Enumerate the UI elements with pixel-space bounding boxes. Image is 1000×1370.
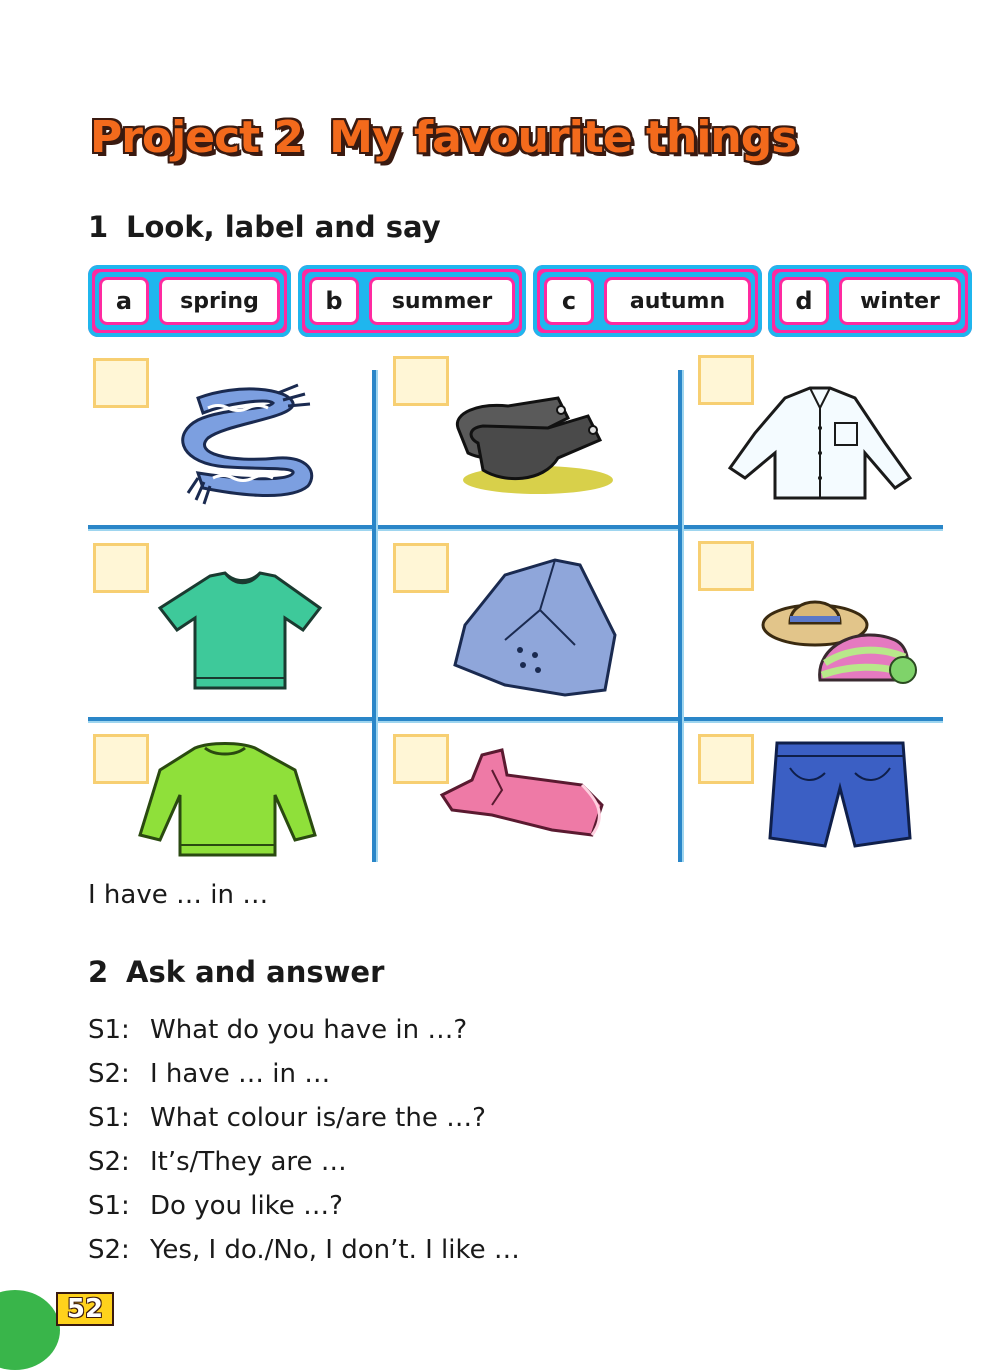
- season-word: winter: [839, 277, 961, 325]
- dress-icon: [432, 745, 612, 845]
- season-label-autumn: [533, 265, 762, 337]
- dialogue-line: [88, 1059, 330, 1089]
- hats-icon: [760, 585, 925, 695]
- decorative-bush: [0, 1290, 60, 1370]
- answer-box[interactable]: [93, 358, 149, 408]
- sweater-icon: [135, 740, 320, 860]
- speaker: S2:: [88, 1147, 130, 1177]
- line-text: I have … in …: [150, 1059, 331, 1089]
- season-letter: d: [779, 277, 829, 325]
- section-title: Look, label and say: [126, 210, 441, 244]
- line-text: Yes, I do./No, I don’t. I like …: [150, 1235, 520, 1265]
- season-label-winter: [768, 265, 972, 337]
- dialogue-line: [88, 1015, 467, 1045]
- section-number: 2: [88, 955, 109, 989]
- section-number: 1: [88, 210, 109, 244]
- speaker: S1:: [88, 1015, 130, 1045]
- grid-line: [88, 717, 943, 721]
- project-label: Project 2: [90, 112, 304, 163]
- t-shirt-icon: [155, 568, 325, 693]
- season-word: summer: [369, 277, 515, 325]
- speaker: S1:: [88, 1191, 130, 1221]
- line-text: What colour is/are the …?: [150, 1103, 486, 1133]
- line-text: Do you like …?: [150, 1191, 343, 1221]
- project-name: My favourite things: [329, 112, 797, 163]
- season-letter: a: [99, 277, 149, 325]
- dialogue-line: [88, 1191, 343, 1221]
- answer-box[interactable]: [393, 543, 449, 593]
- answer-box[interactable]: [93, 543, 149, 593]
- shirt-icon: [725, 383, 915, 503]
- season-label-summer: [298, 265, 526, 337]
- season-letter: b: [309, 277, 359, 325]
- season-label-spring: [88, 265, 291, 337]
- scarf-icon: [168, 378, 328, 508]
- section-title: Ask and answer: [126, 955, 385, 989]
- dialogue-line: [88, 1147, 347, 1177]
- line-text: What do you have in …?: [150, 1015, 468, 1045]
- season-word: spring: [159, 277, 280, 325]
- speaker: S2:: [88, 1059, 130, 1089]
- answer-box[interactable]: [393, 356, 449, 406]
- dialogue-line: [88, 1235, 520, 1265]
- section-1-heading: [88, 210, 441, 244]
- season-letter: c: [544, 277, 594, 325]
- model-sentence: I have … in …: [88, 880, 269, 910]
- dialogue-line: [88, 1103, 486, 1133]
- line-text: It’s/They are …: [150, 1147, 347, 1177]
- jacket-icon: [445, 555, 620, 700]
- shorts-icon: [765, 738, 915, 850]
- grid-line: [372, 370, 376, 862]
- page-number: 52: [56, 1292, 114, 1326]
- season-word: autumn: [604, 277, 751, 325]
- speaker: S1:: [88, 1103, 130, 1133]
- page-title: [90, 112, 796, 163]
- answer-box[interactable]: [698, 541, 754, 591]
- grid-line: [88, 525, 943, 529]
- gloves-icon: [448, 388, 618, 498]
- section-2-heading: [88, 955, 384, 989]
- answer-box[interactable]: [698, 734, 754, 784]
- speaker: S2:: [88, 1235, 130, 1265]
- grid-line: [678, 370, 682, 862]
